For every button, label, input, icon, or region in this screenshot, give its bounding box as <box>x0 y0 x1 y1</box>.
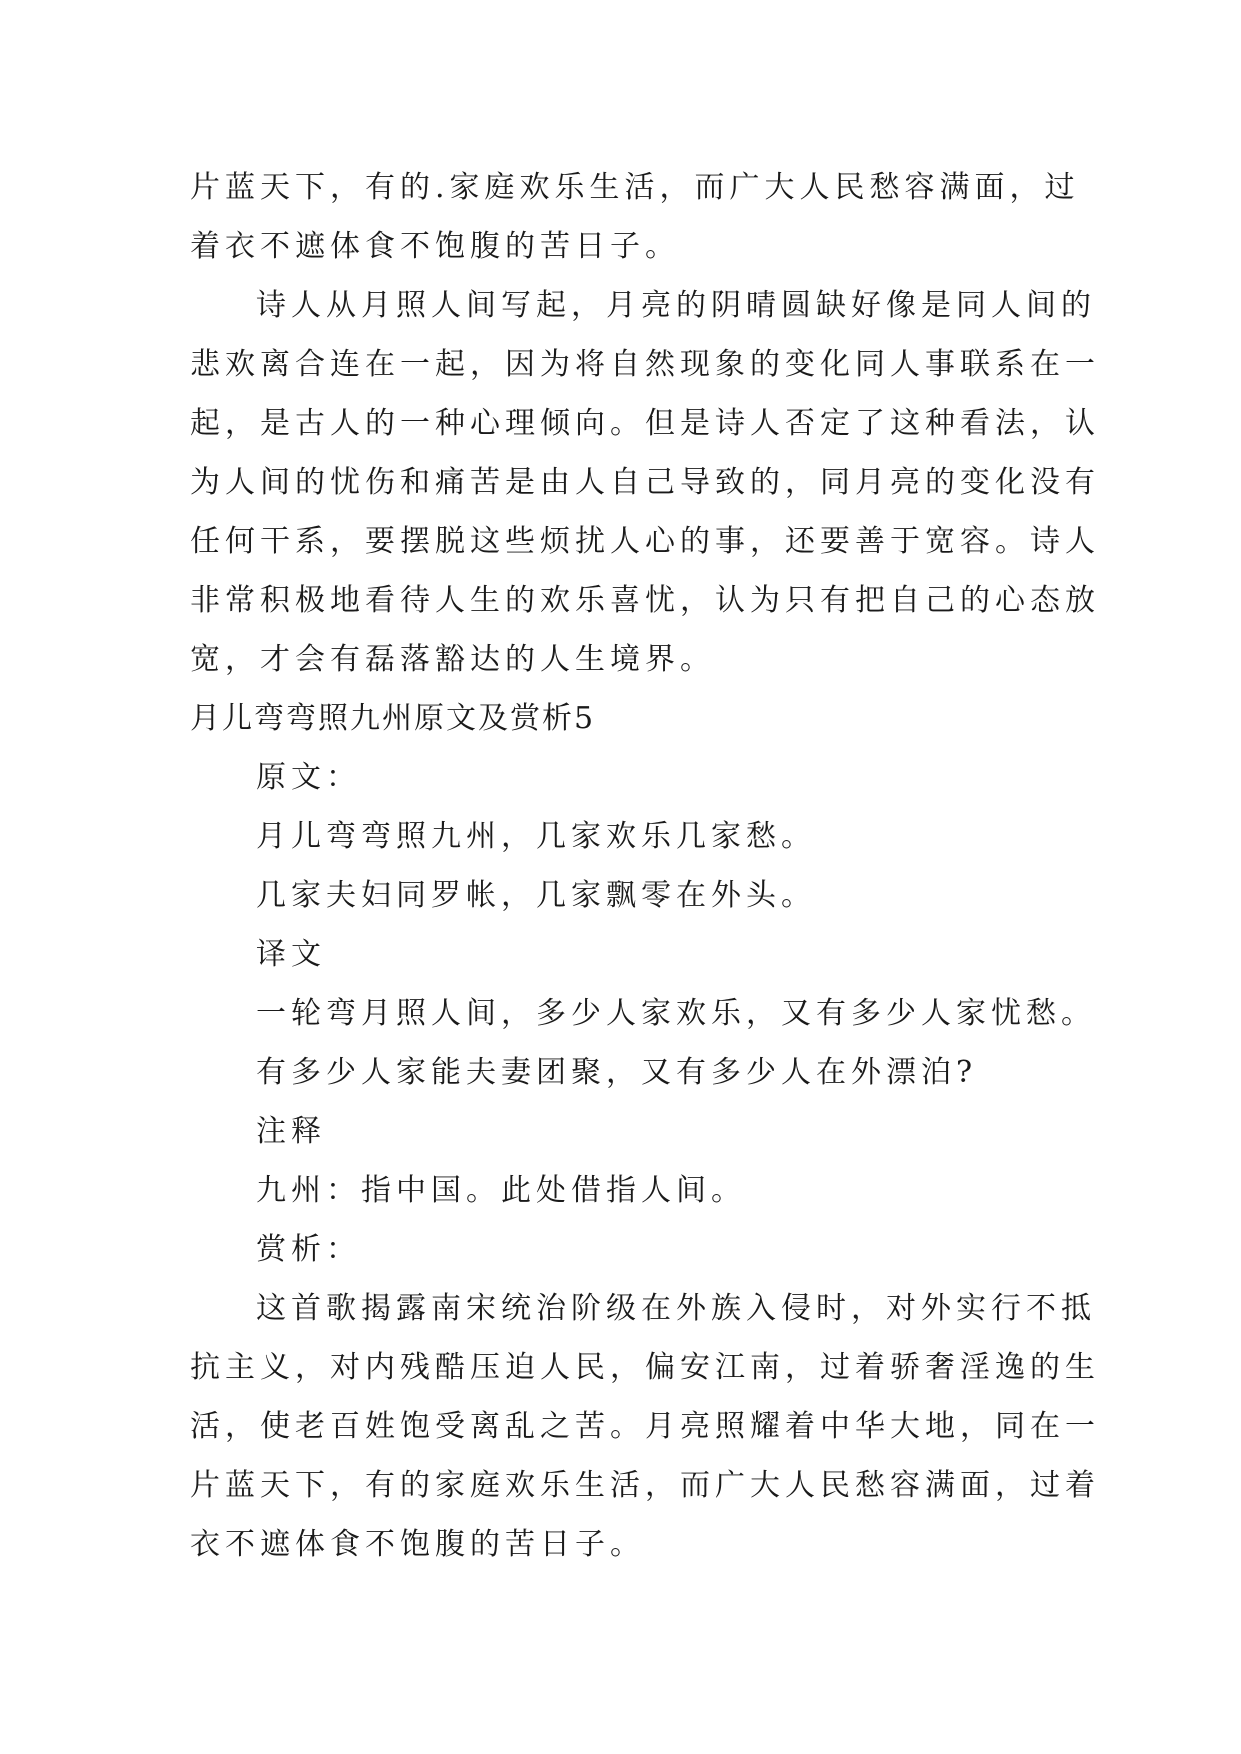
document-body <box>190 158 1100 1574</box>
original-label: 原文： <box>256 760 361 795</box>
text-line: 宽，才会有磊落豁达的人生境界。 <box>190 642 715 677</box>
note-line: 九州：指中国。此处借指人间。 <box>256 1173 746 1208</box>
text-line: 抗主义，对内残酷压迫人民，偏安江南，过着骄奢淫逸的生 <box>190 1350 1100 1385</box>
text-line: 非常积极地看待人生的欢乐喜忧，认为只有把自己的心态放 <box>190 583 1100 618</box>
text-line: 起，是古人的一种心理倾向。但是诗人否定了这种看法，认 <box>190 406 1100 441</box>
translation-label: 译文 <box>256 937 326 972</box>
poem-line: 几家夫妇同罗帐，几家飘零在外头。 <box>256 878 816 913</box>
text-line: 任何干系，要摆脱这些烦扰人心的事，还要善于宽容。诗人 <box>190 524 1100 559</box>
poem-line: 月儿弯弯照九州，几家欢乐几家愁。 <box>256 819 816 854</box>
translation-line: 有多少人家能夫妻团聚，又有多少人在外漂泊? <box>256 1055 978 1090</box>
paragraph-1 <box>190 158 1080 276</box>
text-line: 诗人从月照人间写起，月亮的阴晴圆缺好像是同人间的 <box>256 288 1096 323</box>
text-line: 活，使老百姓饱受离乱之苦。月亮照耀着中华大地，同在一 <box>190 1409 1100 1444</box>
text-line: 片蓝天下，有的.家庭欢乐生活，而广大人民愁容满面，过 <box>190 170 1080 205</box>
text-line: 为人间的忧伤和痛苦是由人自己导致的，同月亮的变化没有 <box>190 465 1100 500</box>
translation-line: 一轮弯月照人间，多少人家欢乐，又有多少人家忧愁。 <box>256 996 1096 1031</box>
paragraph-2 <box>190 276 1100 689</box>
notes-label: 注释 <box>256 1114 326 1149</box>
section-title: 月儿弯弯照九州原文及赏析5 <box>190 701 596 736</box>
text-line: 片蓝天下，有的家庭欢乐生活，而广大人民愁容满面，过着 <box>190 1468 1100 1503</box>
appreciation-label: 赏析： <box>256 1232 361 1267</box>
text-line: 衣不遮体食不饱腹的苦日子。 <box>190 1527 645 1562</box>
text-line: 悲欢离合连在一起，因为将自然现象的变化同人事联系在一 <box>190 347 1100 382</box>
appreciation-paragraph <box>190 1279 1100 1574</box>
text-line: 着衣不遮体食不饱腹的苦日子。 <box>190 229 680 264</box>
text-line: 这首歌揭露南宋统治阶级在外族入侵时，对外实行不抵 <box>256 1291 1096 1326</box>
